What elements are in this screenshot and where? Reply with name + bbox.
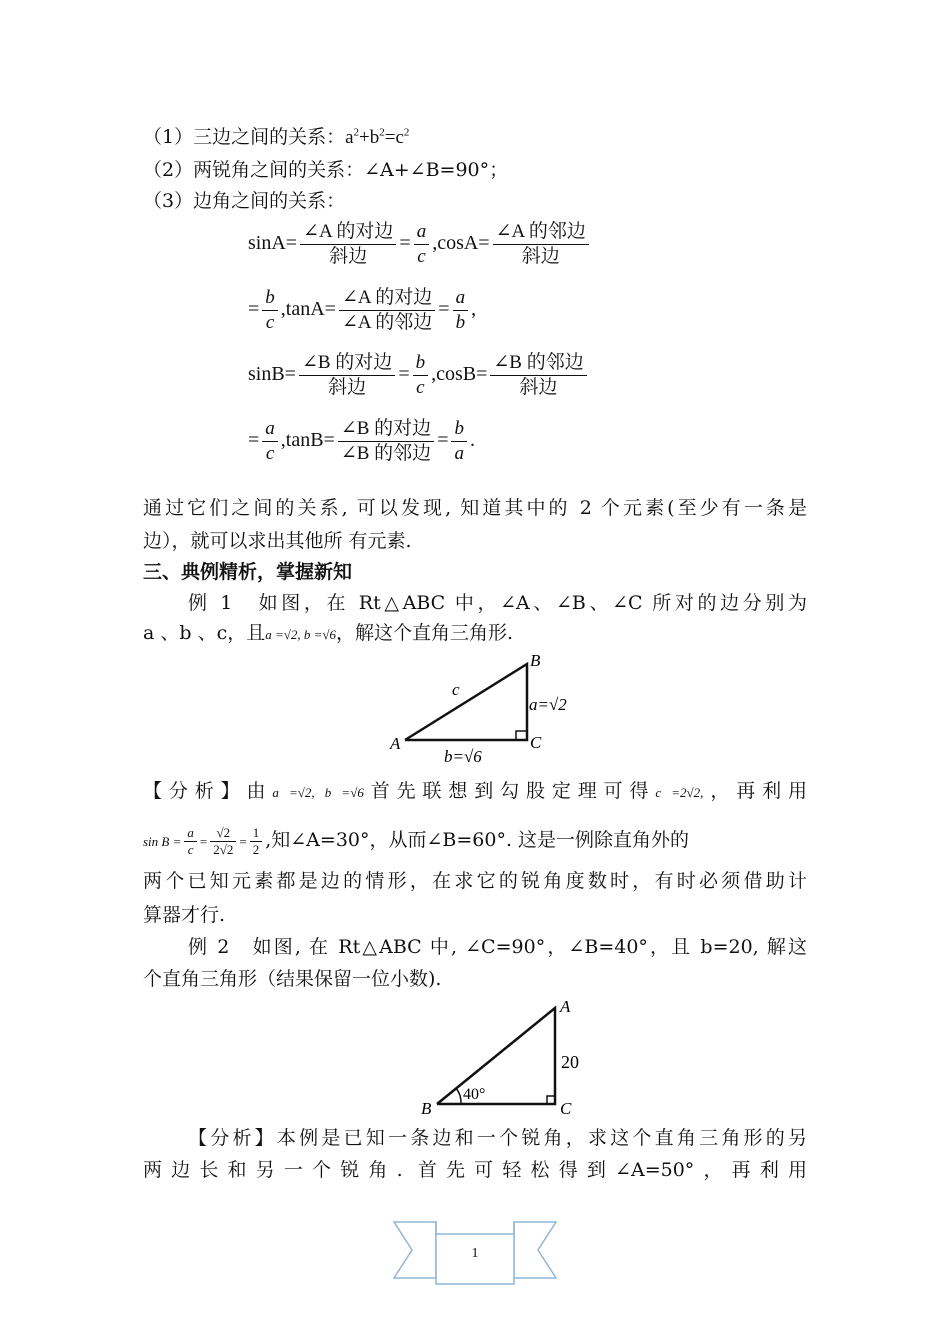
r1-exp3: 2 <box>403 126 410 139</box>
vertex-A-label: A <box>560 997 571 1016</box>
ex1-text-b: ，解这个直角三角形. <box>336 622 514 644</box>
num: ∠B 的对边 <box>299 351 395 376</box>
eq: = <box>248 429 260 451</box>
frac-angB-opp-adj <box>338 417 434 466</box>
frac-angB-opp-hyp <box>299 351 395 400</box>
den: 斜边 <box>521 245 560 267</box>
num: a <box>414 220 430 245</box>
frac-a-c <box>414 220 430 269</box>
formula-line-1 <box>248 217 592 269</box>
tanB-label: ,tanB= <box>280 429 335 451</box>
vertex-B-label: B <box>421 1099 432 1116</box>
r1-eq: =c <box>384 127 404 148</box>
frac-b-c <box>413 351 429 400</box>
den: c <box>416 376 425 398</box>
period: . <box>469 429 475 451</box>
paragraph-1-line-2: 边），就可以求出其他所 有元素. <box>143 530 412 552</box>
relation-1 <box>143 124 807 151</box>
sinB-label: sinB= <box>248 363 296 385</box>
den: 斜边 <box>519 376 558 398</box>
frac-b-a <box>451 417 467 466</box>
side-b-label: b=√6 <box>444 747 482 766</box>
figure-1-triangle <box>380 648 600 766</box>
analysis-1-line-4: 算器才行. <box>143 904 226 926</box>
relation-3: （3）边角之间的关系： <box>143 190 346 212</box>
num: ∠A 的邻边 <box>493 220 589 245</box>
num: b <box>451 417 467 442</box>
num: b <box>262 286 278 311</box>
an1-text-a: 【分析】由 <box>143 780 273 802</box>
eq: = <box>438 298 450 320</box>
example-1-line-2 <box>143 620 807 648</box>
vertex-B-label: B <box>530 651 541 670</box>
den: 斜边 <box>328 376 367 398</box>
den: c <box>417 245 426 267</box>
formula-line-3 <box>248 348 590 400</box>
vertex-A-label: A <box>390 734 401 753</box>
right-angle-mark <box>516 731 527 740</box>
den: b <box>455 311 466 333</box>
eq: = <box>248 298 260 320</box>
ribbon-banner-icon <box>392 1188 558 1288</box>
frac-b-c <box>262 286 278 335</box>
eq: = <box>239 834 247 849</box>
figure-2-triangle <box>415 992 595 1116</box>
frac-angA-opp-adj <box>339 286 435 335</box>
analysis-2-line-2: 两边长和另一个锐角. 首先可轻松得到∠A=50°，再利用 <box>143 1159 807 1181</box>
num: √2 <box>210 825 236 842</box>
frac-a-b <box>453 286 469 335</box>
an1-c-value: c =2√2, <box>655 785 704 800</box>
cosB-label: ,cosB= <box>431 363 488 385</box>
den: 斜边 <box>329 245 368 267</box>
example-2-line-1: 例 2 如图, 在 Rt△ABC 中, ∠C=90°，∠B=40°，且 b=20, 解这 <box>188 936 807 958</box>
den: c <box>265 442 275 464</box>
r1-plus: +b <box>359 127 380 148</box>
frac-angA-adj-hyp <box>493 220 589 269</box>
angle-label: 40° <box>463 1086 486 1103</box>
analysis-1-line-3: 两个已知元素都是边的情形，在求它的锐角度数时，有时必须借助计 <box>143 870 807 892</box>
angle-arc <box>456 1088 461 1104</box>
eq: = <box>437 429 449 451</box>
frac-a-c <box>262 417 278 466</box>
r1-exp2: 2 <box>379 126 385 139</box>
example-1-line-1: 例 1 如图，在 Rt△ABC 中，∠A、∠B、∠C 所对的边分别为 <box>188 592 807 614</box>
eq: = <box>199 834 208 849</box>
an1-condition: a =√2, b =√6 <box>272 785 364 800</box>
an1-text-d: ,知∠A=30°，从而∠B=60°. 这是一例除直角外的 <box>265 829 690 851</box>
num: a <box>453 286 469 311</box>
den: 2 <box>252 841 260 857</box>
den: ∠B 的邻边 <box>340 442 432 464</box>
num: ∠B 的邻边 <box>490 351 586 376</box>
r1-a: a <box>345 127 354 148</box>
eq: = <box>398 363 410 385</box>
den: c <box>265 311 275 333</box>
relation-2: （2）两锐角之间的关系：∠A+∠B=90°； <box>143 159 509 181</box>
num: ∠B 的对边 <box>338 417 434 442</box>
analysis-1-line-2 <box>143 818 807 862</box>
side-length-label: 20 <box>561 1052 579 1072</box>
ex1-condition: a =√2, b =√6 <box>265 627 337 642</box>
formula-line-2 <box>248 283 476 335</box>
den: a <box>454 442 464 464</box>
den: 2√2 <box>213 841 234 857</box>
frac-angA-opp-hyp <box>300 220 396 269</box>
sinB-expr: sin B = <box>143 834 182 849</box>
page-footer <box>392 1188 558 1288</box>
num: ∠A 的对边 <box>339 286 435 311</box>
num: 1 <box>250 825 263 842</box>
an1-text-b: 首先联想到勾股定理可得 <box>363 780 656 802</box>
paragraph-1-line-1: 通过它们之间的关系, 可以发现, 知道其中的 2 个元素(至少有一条是 <box>143 497 807 519</box>
ex1-text-a: a 、b 、c，且 <box>143 622 266 644</box>
triangle-1-sides <box>405 664 527 740</box>
sinA-label: sinA= <box>248 232 298 254</box>
formula-line-4 <box>248 414 475 466</box>
cosA-label: ,cosA= <box>432 232 490 254</box>
side-a-label: a=√2 <box>529 695 567 714</box>
den: c <box>187 841 194 857</box>
frac-one-half <box>250 825 263 858</box>
side-c-label: c <box>452 680 460 699</box>
page-number: 1 <box>471 1246 479 1261</box>
num: a <box>262 417 278 442</box>
den: ∠A 的邻边 <box>341 311 433 333</box>
analysis-1-line-1 <box>143 778 807 806</box>
section-heading: 三、典例精析，掌握新知 <box>143 561 353 583</box>
comma: , <box>471 298 477 320</box>
num: b <box>413 351 429 376</box>
frac-root2-over-2root2 <box>210 825 236 858</box>
example-2-line-2: 个直角三角形（结果保留一位小数). <box>143 968 442 990</box>
eq: = <box>399 232 411 254</box>
num: ∠A 的对边 <box>300 220 396 245</box>
an1-text-c: ，再利用 <box>703 780 807 802</box>
num: a <box>184 825 197 842</box>
tanA-label: ,tanA= <box>280 298 336 320</box>
frac-a-c-small <box>184 825 197 858</box>
frac-angB-adj-hyp <box>490 351 586 400</box>
relation-1-text: （1）三边之间的关系： <box>143 126 346 148</box>
analysis-2-line-1: 【分析】本例是已知一条边和一个锐角，求这个直角三角形的另 <box>188 1127 807 1149</box>
vertex-C-label: C <box>530 733 542 752</box>
triangle-2-sides <box>437 1008 555 1104</box>
vertex-C-label: C <box>560 1099 572 1116</box>
r1-exp1: 2 <box>353 126 360 139</box>
